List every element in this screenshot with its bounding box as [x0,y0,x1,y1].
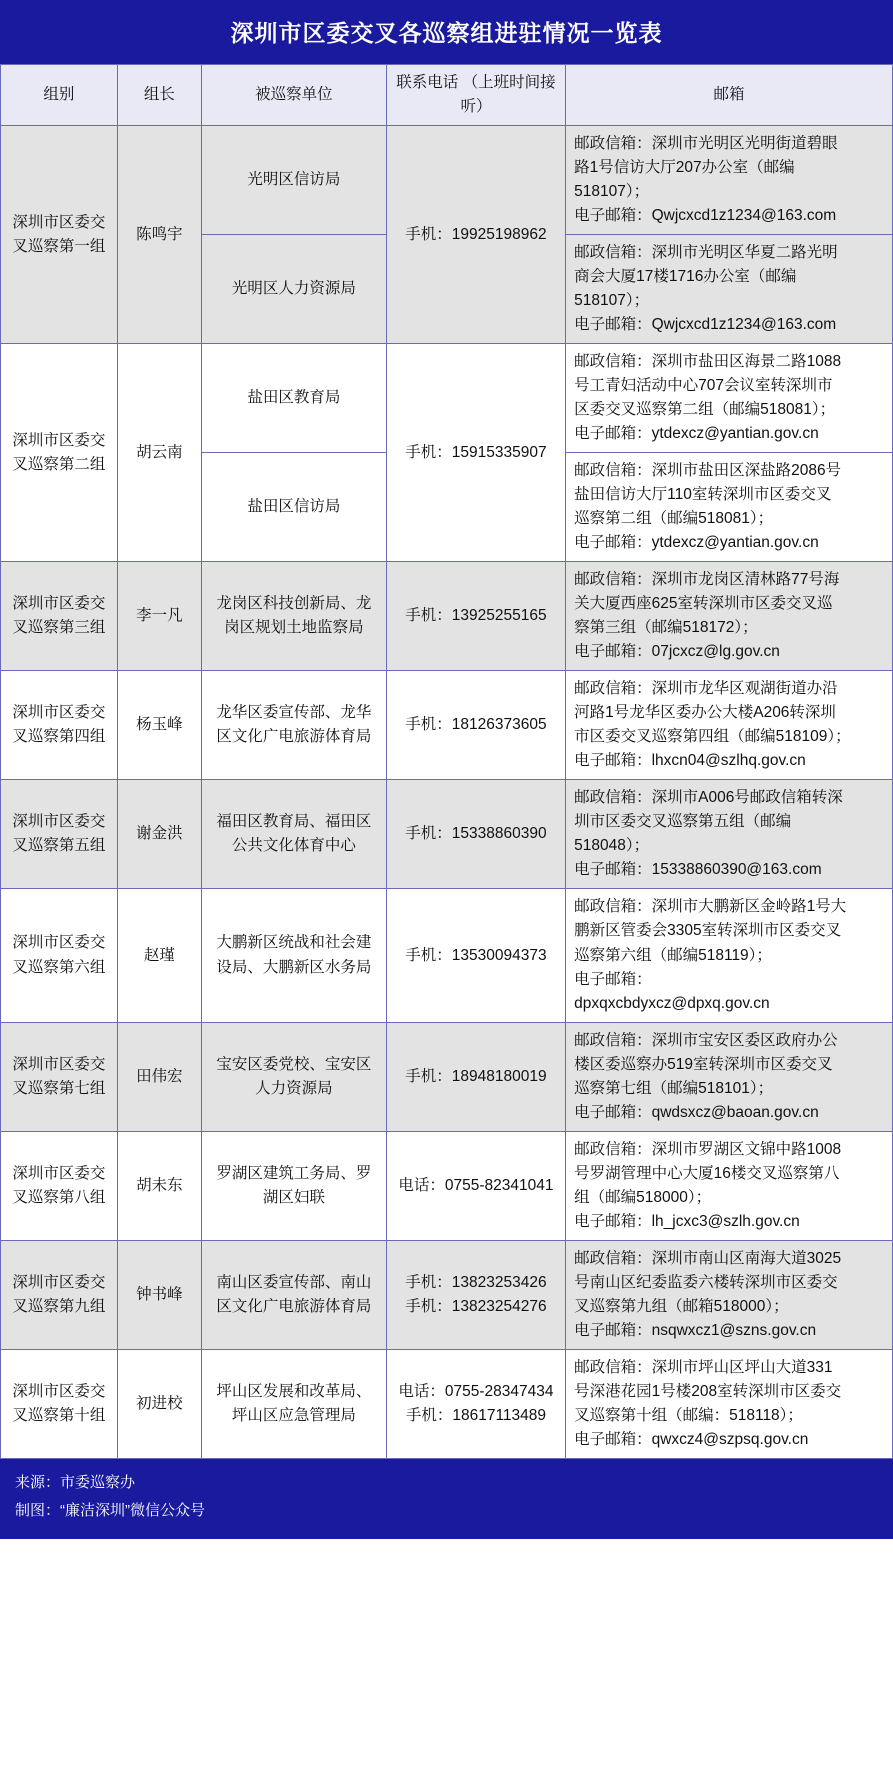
inspection-teams-table [0,64,893,1459]
footer-note [0,1459,893,1539]
table-body [1,126,893,1459]
mail-line: 电子邮箱： [574,970,652,988]
cell-mail [566,126,893,235]
cell-inspected-unit: 龙华区委宣传部、龙华区文化广电旅游体育局 [201,671,386,780]
cell-phone [386,1131,565,1240]
cell-group: 深圳市区委交叉巡察第四组 [1,671,118,780]
cell-inspected-unit: 光明区信访局 [201,126,386,235]
phone-line: 手机：18617113489 [405,1406,547,1424]
mail-line: 邮政信箱：深圳市光明区华夏二路光明 [574,244,838,262]
cell-leader: 杨玉峰 [117,671,201,780]
cell-inspected-unit: 大鹏新区统战和社会建设局、大鹏新区水务局 [201,889,386,1022]
cell-group: 深圳市区委交叉巡察第二组 [1,344,118,562]
cell-group: 深圳市区委交叉巡察第九组 [1,1240,118,1349]
mail-line: 电子邮箱：ytdexcz@yantian.gov.cn [574,534,819,552]
column-header-leader: 组长 [117,65,201,126]
table-header [1,65,893,126]
mail-line: 巡察第七组（邮编518101）； [574,1079,774,1097]
cell-group: 深圳市区委交叉巡察第八组 [1,1131,118,1240]
mail-line: 叉巡察第十组（邮编：518118）； [574,1406,803,1424]
mail-line: 号南山区纪委监委六楼转深圳市区委交 [574,1273,838,1291]
cell-leader: 初进校 [117,1349,201,1458]
cell-inspected-unit: 盐田区信访局 [201,453,386,562]
phone-line: 电话：0755-28347434 [398,1382,554,1400]
cell-group: 深圳市区委交叉巡察第七组 [1,1022,118,1131]
cell-leader: 胡云南 [117,344,201,562]
mail-line: 电子邮箱：nsqwxcz1@szns.gov.cn [574,1321,817,1339]
mail-line: 518048）； [574,837,650,855]
cell-inspected-unit: 宝安区委党校、宝安区人力资源局 [201,1022,386,1131]
cell-group: 深圳市区委交叉巡察第一组 [1,126,118,344]
cell-mail [566,1022,893,1131]
cell-mail [566,1131,893,1240]
cell-inspected-unit: 坪山区发展和改革局、坪山区应急管理局 [201,1349,386,1458]
cell-inspected-unit: 光明区人力资源局 [201,235,386,344]
table-row [1,344,893,453]
cell-inspected-unit: 罗湖区建筑工务局、罗湖区妇联 [201,1131,386,1240]
mail-line: 市区委交叉巡察第四组（邮编518109）； [574,728,851,746]
mail-line: 号罗湖管理中心大厦16楼交叉巡察第八 [574,1164,840,1182]
footer-source: 来源：市委巡察办 [15,1473,136,1491]
phone-line: 手机：19925198962 [405,225,547,243]
mail-line: 电子邮箱：qwdsxcz@baoan.gov.cn [574,1103,819,1121]
cell-mail [566,235,893,344]
cell-inspected-unit: 福田区教育局、福田区公共文化体育中心 [201,780,386,889]
cell-phone [386,671,565,780]
table-row [1,671,893,780]
mail-line: 巡察第二组（邮编518081）； [574,510,774,528]
table-row [1,562,893,671]
cell-leader: 胡未东 [117,1131,201,1240]
cell-group: 深圳市区委交叉巡察第六组 [1,889,118,1022]
table-row [1,1022,893,1131]
cell-group: 深圳市区委交叉巡察第十组 [1,1349,118,1458]
cell-leader: 李一凡 [117,562,201,671]
phone-line: 手机：13823254276 [405,1297,547,1315]
mail-line: dpxqxcbdyxcz@dpxq.gov.cn [574,994,770,1012]
mail-line: 电子邮箱：ytdexcz@yantian.gov.cn [574,425,819,443]
mail-line: 邮政信箱：深圳市盐田区深盐路2086号 [574,462,842,480]
cell-leader: 谢金洪 [117,780,201,889]
footer-chart: 制图：“廉洁深圳”微信公众号 [15,1502,205,1520]
phone-line: 手机：13530094373 [405,946,547,964]
cell-phone [386,1022,565,1131]
mail-line: 叉巡察第九组（邮箱518000）； [574,1297,789,1315]
column-header-group: 组别 [1,65,118,126]
cell-mail [566,562,893,671]
cell-inspected-unit: 龙岗区科技创新局、龙岗区规划土地监察局 [201,562,386,671]
mail-line: 电子邮箱：Qwjcxcd1z1234@163.com [574,207,837,225]
mail-line: 巡察第六组（邮编518119）； [574,946,772,964]
mail-line: 电子邮箱：07jcxcz@lg.gov.cn [574,643,780,661]
cell-leader: 钟书峰 [117,1240,201,1349]
mail-line: 盐田信访大厅110室转深圳市区委交叉 [574,486,832,504]
cell-mail [566,453,893,562]
table-row [1,889,893,1022]
mail-line: 邮政信箱：深圳市坪山区坪山大道331 [574,1358,833,1376]
phone-line: 手机：13925255165 [405,607,547,625]
cell-phone [386,1240,565,1349]
table-row [1,1349,893,1458]
mail-line: 邮政信箱：深圳市龙华区观湖街道办沿 [574,680,838,698]
table-row [1,780,893,889]
column-header-phone [386,65,565,126]
mail-line: 路1号信访大厅207办公室（邮编 [574,159,795,177]
mail-line: 号深港花园1号楼208室转深圳市区委交 [574,1382,842,1400]
mail-line: 察第三组（邮编518172）； [574,619,758,637]
phone-line: 手机：15915335907 [405,443,547,461]
mail-line: 关大厦西座625室转深圳市区委交叉巡 [574,595,833,613]
column-header-phone-line1: 联系电话 [396,74,459,91]
cell-leader: 赵瑾 [117,889,201,1022]
mail-line: 鹏新区管委会3305室转深圳市区委交叉 [574,922,842,940]
mail-line: 邮政信箱：深圳市盐田区海景二路1088 [574,353,842,371]
cell-phone [386,889,565,1022]
cell-mail [566,780,893,889]
cell-leader: 田伟宏 [117,1022,201,1131]
header-row [1,65,893,126]
mail-line: 邮政信箱：深圳市A006号邮政信箱转深 [574,789,843,807]
mail-line: 邮政信箱：深圳市大鹏新区金岭路1号大 [574,898,847,916]
table-row [1,126,893,235]
cell-mail [566,344,893,453]
mail-line: 楼区委巡察办519室转深圳市区委交叉 [574,1055,833,1073]
cell-phone [386,562,565,671]
mail-line: 邮政信箱：深圳市南山区南海大道3025 [574,1249,842,1267]
cell-group: 深圳市区委交叉巡察第三组 [1,562,118,671]
phone-line: 手机：18948180019 [405,1067,547,1085]
cell-group: 深圳市区委交叉巡察第五组 [1,780,118,889]
cell-leader: 陈鸣宇 [117,126,201,344]
table-row [1,1240,893,1349]
cell-phone [386,344,565,562]
table-row [1,1131,893,1240]
mail-line: 区委交叉巡察第二组（邮编518081）； [574,401,836,419]
cell-phone [386,1349,565,1458]
mail-line: 组（邮编518000）； [574,1188,712,1206]
phone-line: 手机：13823253426 [405,1273,547,1291]
cell-phone [386,126,565,344]
page-title: 深圳市区委交叉各巡察组进驻情况一览表 [0,0,893,64]
mail-line: 电子邮箱：Qwjcxcd1z1234@163.com [574,316,837,334]
mail-line: 电子邮箱：lh_jcxc3@szlh.gov.cn [574,1212,800,1230]
column-header-unit: 被巡察单位 [201,65,386,126]
phone-line: 手机：18126373605 [405,716,547,734]
mail-line: 电子邮箱：15338860390@163.com [574,861,822,879]
cell-mail [566,1240,893,1349]
mail-line: 河路1号龙华区委办公大楼A206转深圳 [574,704,836,722]
mail-line: 邮政信箱：深圳市罗湖区文锦中路1008 [574,1140,842,1158]
mail-line: 号工青妇活动中心707会议室转深圳市 [574,377,833,395]
mail-line: 邮政信箱：深圳市龙岗区清林路77号海 [574,571,840,589]
mail-line: 邮政信箱：深圳市宝安区委区政府办公 [574,1031,838,1049]
mail-line: 518107）； [574,183,650,201]
mail-line: 电子邮箱：lhxcn04@szlhq.gov.cn [574,752,806,770]
column-header-phone-line2: （上班时间接听） [460,74,556,116]
cell-mail [566,1349,893,1458]
phone-line: 手机：15338860390 [405,825,547,843]
cell-inspected-unit: 南山区委宣传部、南山区文化广电旅游体育局 [201,1240,386,1349]
mail-line: 圳市区委交叉巡察第五组（邮编 [574,813,792,831]
cell-phone [386,780,565,889]
mail-line: 邮政信箱：深圳市光明区光明街道碧眼 [574,135,838,153]
phone-line: 电话：0755-82341041 [398,1176,554,1194]
cell-mail [566,889,893,1022]
column-header-mail: 邮箱 [566,65,893,126]
mail-line: 518107）； [574,292,650,310]
mail-line: 电子邮箱：qwxcz4@szpsq.gov.cn [574,1430,809,1448]
cell-mail [566,671,893,780]
mail-line: 商会大厦17楼1716办公室（邮编 [574,268,797,286]
cell-inspected-unit: 盐田区教育局 [201,344,386,453]
